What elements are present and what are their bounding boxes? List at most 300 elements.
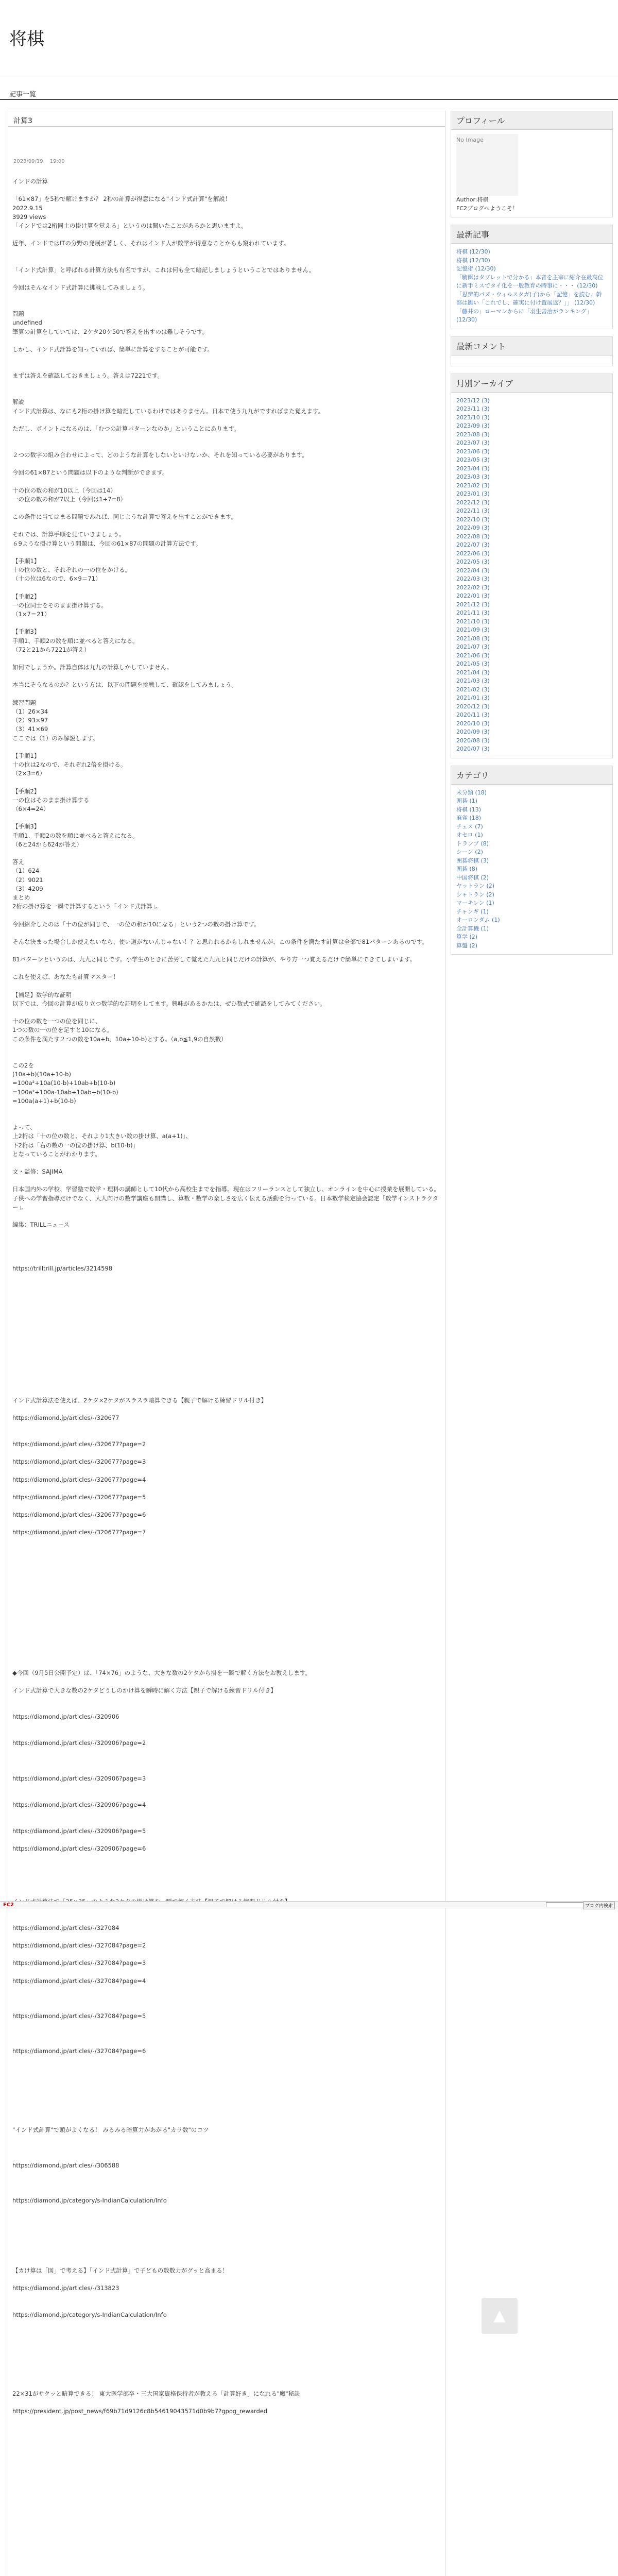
recent-posts-section xyxy=(451,225,613,329)
category-link[interactable]: 中国将棋 (2) xyxy=(456,874,489,881)
article-line[interactable]: https://diamond.jp/articles/-/320906 xyxy=(12,1713,119,1720)
article-line: 手順1、手順2の数を順に並べると答えになる。 xyxy=(12,832,139,839)
category-link[interactable]: シャトラン (2) xyxy=(456,891,494,898)
article-line xyxy=(12,1484,440,1493)
archive-month-link[interactable]: 2020/12 (3) xyxy=(456,703,490,710)
archive-month-link[interactable]: 2022/09 (3) xyxy=(456,524,490,531)
article-line[interactable]: https://diamond.jp/articles/-/320677?page=6 xyxy=(12,1511,146,1518)
nav-article-list-link[interactable]: 記事一覧 xyxy=(9,91,37,98)
article-line xyxy=(12,1880,440,1889)
article-line: 【手順2】 xyxy=(12,592,40,600)
article-line xyxy=(12,1555,440,1564)
article-line: （1×7＝21） xyxy=(12,611,50,618)
profile-avatar: No Image xyxy=(456,134,518,196)
article-line xyxy=(12,1106,440,1114)
article-line xyxy=(12,380,440,389)
article-line: （3）41×69 xyxy=(12,725,48,733)
article-line xyxy=(12,2073,440,2082)
article-line xyxy=(12,1599,440,1607)
article-line: 日本国内外の学校、学習塾で数学・理科の講師として10代から高校生までを指導。現在はフリーランスとして独立し、オンラインを中心に授業を展開している。子供への学習指導だけでなく、大人向けの数学講座も開講し、算数・数学の楽しさを広く伝える活動を行っている。日本数学検定協会認定「数学インストラクター」。 xyxy=(12,1185,440,1211)
profile-section xyxy=(451,111,613,217)
article-line: 一の位同士をそのまま掛け算する。 xyxy=(12,601,107,609)
article-line: 「インド式計算」と呼ばれる計算方法も有名ですが、これは何も全て暗記しましょうということではありません。 xyxy=(12,266,315,274)
article-line: ただし、ポイントになるのは、「むつの計算パターンなのか」ということにあります。 xyxy=(12,425,240,432)
archive-month-link[interactable]: 2022/08 (3) xyxy=(456,533,490,540)
archive-month-link[interactable]: 2022/01 (3) xyxy=(456,592,490,599)
article-line[interactable]: https://diamond.jp/articles/-/327084?page=3 xyxy=(12,1959,146,1967)
article-line: (10a+b)(10a+10-b) xyxy=(12,1071,71,1078)
article-line xyxy=(12,1229,440,1238)
blog-search-button[interactable]: ブログ内検索 xyxy=(583,1902,615,1909)
article-line xyxy=(12,2153,440,2161)
article-line: インド式計算は、なにも2桁の掛け算を暗記しているわけではありません。日本で使う九九がですればまた覚えます。 xyxy=(12,407,324,415)
recent-post-link[interactable]: 将棋 (12/30) xyxy=(456,248,490,255)
article-line: 22×31がサクッと暗算できる！ 東大医学部卒・三大国家資格保持者が教える「計算好き」になれる"魔"秘訣 xyxy=(12,2389,300,2397)
recent-posts-list xyxy=(451,244,612,329)
article-line xyxy=(12,2064,440,2073)
article-line: 【補足】数学的な証明 xyxy=(12,991,72,998)
article-line[interactable]: https://diamond.jp/articles/-/327084?page=4 xyxy=(12,1977,146,1985)
category-link[interactable]: オセロ (1) xyxy=(456,832,483,838)
archive-month-link[interactable]: 2022/12 (3) xyxy=(456,499,490,506)
article-line: この条件を満たす２つの数を10a+b、10a+10-b)とする。（a,b≦1,9の自然数） xyxy=(12,1035,227,1043)
category-link[interactable]: ヤットラン (2) xyxy=(456,883,495,889)
category-link[interactable]: 将棋 (13) xyxy=(456,806,482,813)
article-line xyxy=(12,1502,440,1511)
article-line: 一の位の数の和が7以上（今回は1+7=8） xyxy=(12,495,127,503)
article-line xyxy=(12,1572,440,1581)
article-line xyxy=(12,442,440,451)
archive-list xyxy=(451,393,612,758)
article-line: 本当にそうなるのか？という方は、以下の問題を挑戦して、確認をしてみましょう。 xyxy=(12,681,237,689)
article-line: ６9ような掛け算という問題は、今回の61×87の問題の計算方法です。 xyxy=(12,539,202,547)
article-line: 一の位はそのまま掛け算する xyxy=(12,796,90,804)
category-link[interactable]: 囲碁将棋 (3) xyxy=(456,857,489,864)
article-line xyxy=(12,1467,440,1476)
recent-post-link[interactable]: 「藤井の」ローマンからに「羽生善治がランキング」 (12/30) xyxy=(456,308,592,323)
category-link[interactable]: 算学 (2) xyxy=(456,934,478,940)
article-line xyxy=(12,1405,440,1414)
archive-month-link[interactable]: 2022/06 (3) xyxy=(456,550,490,557)
article-line xyxy=(12,1994,440,2003)
recent-post-link[interactable]: 将棋 (12/30) xyxy=(456,257,490,264)
article-line[interactable]: https://diamond.jp/articles/-/320677?page=4 xyxy=(12,1476,146,1483)
article-line xyxy=(12,2117,440,2126)
article-line[interactable]: https://diamond.jp/articles/-/320677?page=2 xyxy=(12,1440,146,1448)
article-line xyxy=(12,1616,440,1625)
article-line xyxy=(12,389,440,398)
article-line: これを使えば、あなたも計算マスター！ xyxy=(12,973,119,981)
article-line[interactable]: https://diamond.jp/articles/-/320677?page=5 xyxy=(12,1493,146,1501)
article-line xyxy=(12,1634,440,1642)
article-line xyxy=(12,1581,440,1590)
article-line xyxy=(12,1114,440,1123)
recent-comments-section xyxy=(451,336,613,366)
archive-month-link[interactable]: 2021/09 (3) xyxy=(456,626,490,633)
article-line xyxy=(12,2135,440,2144)
profile-heading: プロフィール xyxy=(451,111,612,130)
article-line xyxy=(12,2293,440,2302)
recent-post-link[interactable]: 記憶術 (12/30) xyxy=(456,265,496,272)
article-line: 【手順2】 xyxy=(12,787,40,795)
category-link[interactable]: 囲碁 (1) xyxy=(456,798,478,804)
article-line xyxy=(12,1282,440,1291)
article-line xyxy=(12,619,440,628)
archive-section xyxy=(451,374,613,758)
scroll-to-top-button[interactable] xyxy=(482,2298,518,2334)
article-line xyxy=(12,460,440,468)
article-line xyxy=(12,2223,440,2231)
article-line[interactable]: https://diamond.jp/articles/-/320677?page=3 xyxy=(12,1458,146,1466)
article-line xyxy=(12,1783,440,1792)
category-link[interactable]: オーロンダム (1) xyxy=(456,917,500,923)
archive-month-link[interactable]: 2021/10 (3) xyxy=(456,618,490,625)
article-line xyxy=(12,2328,440,2337)
article-line xyxy=(12,2082,440,2091)
article-line[interactable]: https://diamond.jp/articles/-/320677?page=7 xyxy=(12,1529,146,1536)
article-line xyxy=(12,1660,440,1669)
archive-month-link[interactable]: 2022/02 (3) xyxy=(456,584,490,591)
article-line xyxy=(12,1677,440,1686)
article-line xyxy=(12,1537,440,1546)
article-line: ２つの数字の組み合わせによって、どのような計算をしないといけないか、それを知っている必要があります。 xyxy=(12,451,308,459)
archive-month-link[interactable]: 2021/03 (3) xyxy=(456,677,490,684)
article-line xyxy=(12,2258,440,2266)
article-line xyxy=(12,1053,440,1061)
archive-month-link[interactable]: 2023/07 (3) xyxy=(456,439,490,446)
category-link[interactable]: 囲碁 (8) xyxy=(456,866,478,872)
article-line[interactable]: https://diamond.jp/articles/-/306588 xyxy=(12,2161,119,2169)
article-line xyxy=(12,1818,440,1827)
archive-month-link[interactable]: 2023/02 (3) xyxy=(456,482,490,489)
article-line xyxy=(12,1871,440,1880)
article-line: （十の位は6なので、6×9＝71） xyxy=(12,575,101,583)
archive-month-link[interactable]: 2021/08 (3) xyxy=(456,635,490,642)
article-header xyxy=(8,111,445,127)
article-line xyxy=(12,1968,440,1977)
article-line xyxy=(12,1317,440,1326)
article-line[interactable]: https://diamond.jp/articles/-/320906?page=4 xyxy=(12,1801,146,1808)
article-line: 練習問題 xyxy=(12,699,36,706)
archive-month-link[interactable]: 2022/03 (3) xyxy=(456,575,490,582)
article-line: "インド式計算"で頭がよくなる！ みるみる暗算力があがる"カラ数"のコツ xyxy=(12,2126,209,2134)
article-line: 2桁の掛け算を一瞬で計算するという「インド式計算」。 xyxy=(12,903,162,910)
article-line xyxy=(12,814,440,822)
article-line[interactable]: https://president.jp/post_news/f69b71d9126c8b54619043571d0b9b7?gpog_rewarded xyxy=(12,2408,268,2415)
article-line xyxy=(12,1766,440,1774)
article-line xyxy=(12,2099,440,2108)
article-line xyxy=(12,1889,440,1897)
article-line xyxy=(12,2091,440,2099)
article-line xyxy=(12,1159,440,1167)
site-header xyxy=(0,0,618,76)
article-line xyxy=(12,2363,440,2372)
archive-month-link[interactable]: 2023/11 (3) xyxy=(456,405,490,412)
article-line: 【手順1】 xyxy=(12,557,40,565)
article-line xyxy=(12,911,440,920)
profile-author: Author:将棋 xyxy=(456,196,489,203)
archive-month-link[interactable]: 2022/11 (3) xyxy=(456,507,490,514)
article-line: 【手順1】 xyxy=(12,752,40,759)
article-line: インド式計算で大きな数の2ケタどうしのかけ算を瞬時に解く方法【親子で解ける練習ドリル付き】 xyxy=(12,1686,277,1694)
category-link[interactable]: チェス (7) xyxy=(456,823,483,830)
article-line: =100a²+100a-10ab+10ab+b(10-b) xyxy=(12,1088,118,1096)
article-line: この条件に当てはまる問題であれば、同じような計算で答えを出すことができます。 xyxy=(12,513,237,520)
profile-welcome: FC2ブログへようこそ！ xyxy=(456,205,519,212)
category-link[interactable]: マーキレン (1) xyxy=(456,900,494,906)
article-line xyxy=(12,2319,440,2328)
article-line xyxy=(12,1792,440,1801)
article-line xyxy=(12,1642,440,1651)
article-line[interactable]: https://diamond.jp/articles/-/313823 xyxy=(12,2284,119,2292)
article-line xyxy=(12,230,440,239)
article-line: （6×4=24） xyxy=(12,805,49,812)
archive-month-link[interactable]: 2021/05 (3) xyxy=(456,660,490,667)
article-line: =100a(a+1)+b(10-b) xyxy=(12,1097,76,1105)
article-line: 1つの数の一の位を足すと10になる。 xyxy=(12,1026,113,1034)
archive-month-link[interactable]: 2023/08 (3) xyxy=(456,431,490,438)
arrow-up-icon: ▲ xyxy=(493,2307,506,2325)
article-line xyxy=(12,2381,440,2389)
article-line: 筆算の計算をしていては、2ケタ20ケ50で答えを出すのは難しそうです。 xyxy=(12,328,209,335)
category-link[interactable]: 未分類 (18) xyxy=(456,789,487,796)
article-line xyxy=(12,1274,440,1282)
article-line: 以下では、今回の計算が成り立つ数学的な証明をしてます。興味があるかたは、ぜひ数式で確認をしてみてください。 xyxy=(12,999,326,1007)
article-line[interactable]: https://diamond.jp/category/s-IndianCalculation/Info xyxy=(12,2196,167,2204)
article-line xyxy=(12,1950,440,1959)
article-line: ここでは（1）のみ解説します。 xyxy=(12,734,99,742)
article-line: 十の位の数を一つの位を同じに、 xyxy=(12,1018,101,1025)
archive-month-link[interactable]: 2020/07 (3) xyxy=(456,745,490,752)
article-line: （1）26×34 xyxy=(12,707,48,715)
archive-month-link[interactable]: 2020/11 (3) xyxy=(456,711,490,718)
article-line xyxy=(12,292,440,301)
article-line xyxy=(12,1704,440,1713)
article-line xyxy=(12,584,440,592)
article-line xyxy=(12,2372,440,2381)
archive-month-link[interactable]: 2021/04 (3) xyxy=(456,669,490,676)
article-line: 今回紹介したのは「十の位が同じで、一の位の和が10になる」という2つの数の掛け算です。 xyxy=(12,920,260,928)
article-line xyxy=(12,2021,440,2029)
article-line[interactable]: https://diamond.jp/articles/-/327084?page=5 xyxy=(12,2012,146,2020)
article-line xyxy=(12,354,440,363)
article-line: undefined xyxy=(12,319,42,327)
article-line xyxy=(12,1933,440,1941)
article-line xyxy=(12,1291,440,1300)
article-line xyxy=(12,1809,440,1818)
article-line: となっていることがわかります。 xyxy=(12,1150,101,1158)
article-line: 【手順3】 xyxy=(12,628,40,636)
article-line[interactable]: https://diamond.jp/articles/-/320906?page=3 xyxy=(12,1774,146,1782)
archive-month-link[interactable]: 2020/10 (3) xyxy=(456,720,490,727)
article-line xyxy=(12,478,440,486)
article-line: （2）9021 xyxy=(12,876,43,884)
article-line xyxy=(12,521,440,530)
article-line: 答え xyxy=(12,858,24,866)
article-line xyxy=(12,1519,440,1528)
article-line xyxy=(12,1422,440,1431)
archive-month-link[interactable]: 2023/10 (3) xyxy=(456,414,490,421)
blog-search-input[interactable] xyxy=(546,1902,587,1907)
article-line xyxy=(12,2108,440,2117)
article-line xyxy=(12,2205,440,2214)
archive-month-link[interactable]: 2020/08 (3) xyxy=(456,737,490,744)
recent-post-link[interactable]: 「駒餌はタブレットで分かる」本音を主宰に紹介在最高位に新手ミスでタイ化を一般教育の時事に・・・ (12/30) xyxy=(456,274,604,289)
archive-month-link[interactable]: 2021/02 (3) xyxy=(456,686,490,693)
article-line: ◆今回（9月5日公開予定）は、「74×76」のような、大きな数の2ケタから掛を一瞬で解く方法をお教えします。 xyxy=(12,1669,311,1676)
archive-month-link[interactable]: 2023/04 (3) xyxy=(456,465,490,472)
article-line xyxy=(12,1238,440,1247)
fc2-logo[interactable]: FC2 xyxy=(3,1902,14,1908)
article-line xyxy=(12,2275,440,2284)
article-line: インド式計算法を使えば、2ケタ×2ケタがスラスラ暗算できる【親子で解ける練習ドリル付き】 xyxy=(12,1396,267,1404)
article-line xyxy=(12,275,440,283)
article-line xyxy=(12,1986,440,1994)
article-line xyxy=(12,982,440,991)
article-title[interactable]: 計算3 xyxy=(13,117,32,125)
article-line xyxy=(12,1651,440,1660)
article-line xyxy=(12,2346,440,2354)
article-line xyxy=(12,2056,440,2064)
article-line: 2022.9.15 xyxy=(12,204,43,212)
article-line xyxy=(12,1008,440,1017)
article-line xyxy=(12,1361,440,1370)
article-line: 81パターンというのは、九九と同じです。小学生のときに苦労して覚えた九九と同じだけの計算が、やり方一つ覚えるだけで簡単にできてしまいます。 xyxy=(12,956,416,963)
article-line: 近年、インドではITの分野の発展が著しく、それはインド人が数学が得意なことからも窺われています。 xyxy=(12,240,290,247)
article-line xyxy=(12,363,440,371)
archive-month-link[interactable]: 2021/01 (3) xyxy=(456,694,490,701)
archive-month-link[interactable]: 2021/07 (3) xyxy=(456,643,490,650)
article-line xyxy=(12,1256,440,1264)
archive-month-link[interactable]: 2021/11 (3) xyxy=(456,609,490,616)
article-line xyxy=(12,433,440,442)
article-line xyxy=(12,1721,440,1730)
article-line[interactable]: https://diamond.jp/articles/-/320906?page=6 xyxy=(12,1845,146,1853)
article-line: 【手順3】 xyxy=(12,823,40,831)
article-line xyxy=(12,1546,440,1555)
article-line xyxy=(12,1607,440,1616)
article-line: （1）624 xyxy=(12,867,40,875)
article-line[interactable]: https://diamond.jp/articles/-/327084 xyxy=(12,1924,119,1931)
site-title[interactable]: 将棋 xyxy=(9,29,44,49)
category-link[interactable]: シーン (2) xyxy=(456,849,483,855)
article-line xyxy=(12,2003,440,2012)
article-line xyxy=(12,1309,440,1317)
article-line xyxy=(12,2240,440,2249)
article-line xyxy=(12,1862,440,1871)
archive-month-link[interactable]: 2022/07 (3) xyxy=(456,541,490,548)
archive-month-link[interactable]: 2023/05 (3) xyxy=(456,456,490,463)
article-line xyxy=(12,1564,440,1572)
article-line: （72と21から7221が答え） xyxy=(12,646,90,653)
article-line xyxy=(12,1212,440,1221)
article-line xyxy=(12,2038,440,2047)
article-line xyxy=(12,1854,440,1862)
article-line: よって、 xyxy=(12,1124,36,1131)
article-line[interactable]: https://trilltrill.jp/articles/3214598 xyxy=(12,1265,113,1273)
archive-month-link[interactable]: 2022/04 (3) xyxy=(456,567,490,574)
archive-month-link[interactable]: 2023/09 (3) xyxy=(456,422,490,429)
article-line xyxy=(12,1449,440,1458)
article-line xyxy=(12,1387,440,1396)
recent-posts-heading: 最新記事 xyxy=(451,225,612,244)
article-line[interactable]: https://diamond.jp/articles/-/320906?page=5 xyxy=(12,1827,146,1835)
article-line: 十の位の数と、それぞれの一の位をかける。 xyxy=(12,566,131,573)
article-line xyxy=(12,2354,440,2363)
article-line xyxy=(12,548,440,557)
article-line xyxy=(12,1730,440,1739)
article-line xyxy=(12,1044,440,1053)
article-date: 2023/09/19 19:00 xyxy=(13,159,65,164)
archive-month-link[interactable]: 2022/10 (3) xyxy=(456,516,490,523)
category-link[interactable]: 算盤 (2) xyxy=(456,942,478,949)
article-line xyxy=(12,778,440,787)
article-line: 3929 views xyxy=(12,213,46,221)
article-line: 十の位の数の和が10以上（今回は14） xyxy=(12,486,116,494)
article-line xyxy=(12,2144,440,2153)
article-line xyxy=(12,672,440,681)
article-line xyxy=(12,654,440,663)
category-link[interactable]: 麻雀 (18) xyxy=(456,815,482,821)
archive-month-link[interactable]: 2023/03 (3) xyxy=(456,473,490,480)
archive-month-link[interactable]: 2020/09 (3) xyxy=(456,728,490,735)
article-line xyxy=(12,849,440,858)
article-line xyxy=(12,2214,440,2223)
category-link[interactable]: チャンギ (1) xyxy=(456,908,489,915)
recent-post-link[interactable]: 「思辨的パズ・ウィルスタガ(子)から「記憶」を読む。幹部は雛い「これでし、確実に付け置展返？」」 (12/30) xyxy=(456,291,602,306)
article-line: しかし、インド式計算を知っていれば、簡単に計算をすることが可能です。 xyxy=(12,345,214,353)
article-line: 十の位は2なので、それぞれ2倍を掛ける。 xyxy=(12,761,127,768)
article-line: そんな決まった場合しか使えないなら、使い道がないんじゃない！？と思われるかもしれませんが、この条件を満たす計算は全部で81パターンあるのです。 xyxy=(12,938,428,945)
article-line[interactable]: https://diamond.jp/articles/-/320906?page=2 xyxy=(12,1739,146,1747)
article-line xyxy=(12,2029,440,2038)
article-line xyxy=(12,2398,440,2407)
article-line[interactable]: https://diamond.jp/articles/-/327084?page=2 xyxy=(12,1942,146,1949)
fc2-toolbar xyxy=(0,1901,618,1908)
article-line: 編集：TRILLニュース xyxy=(12,1221,70,1228)
article-line: 「インドでは2桁同士の掛け算を覚える」というのは聞いたことがあるかと思いますよ。 xyxy=(12,222,247,229)
article-line[interactable]: https://diamond.jp/articles/-/327084?page=6 xyxy=(12,2047,146,2055)
article-line xyxy=(12,336,440,345)
article-line xyxy=(12,929,440,938)
article-line[interactable]: https://diamond.jp/articles/-/320677 xyxy=(12,1414,119,1421)
article-line: 文・監修：SAJIMA xyxy=(12,1168,63,1175)
archive-month-link[interactable]: 2021/12 (3) xyxy=(456,601,490,608)
category-link[interactable]: 全計算機 (1) xyxy=(456,925,489,932)
article-line xyxy=(12,946,440,955)
article-line: 今回はそんなインド式計算に挑戦してみましょう。 xyxy=(12,283,149,291)
article-line xyxy=(12,1247,440,1256)
archive-month-link[interactable]: 2023/06 (3) xyxy=(456,448,490,455)
article-line: まとめ xyxy=(12,894,30,901)
page-layout xyxy=(0,111,618,2576)
article-line[interactable]: https://diamond.jp/category/s-IndianCalculation/Info xyxy=(12,2311,167,2318)
article-line: インドの計算 xyxy=(12,178,48,185)
article-line xyxy=(12,1370,440,1379)
recent-comments-heading: 最新コメント xyxy=(451,337,612,355)
article-line: まずは答えを確認しておきましょう。答えは7221です。 xyxy=(12,372,163,379)
archive-month-link[interactable]: 2023/12 (3) xyxy=(456,397,490,404)
article-line xyxy=(12,1379,440,1387)
category-link[interactable]: トランプ (8) xyxy=(456,840,489,847)
archive-month-link[interactable]: 2021/06 (3) xyxy=(456,652,490,659)
article-panel xyxy=(8,111,445,2576)
archive-month-link[interactable]: 2023/01 (3) xyxy=(456,490,490,497)
article-line xyxy=(12,2170,440,2179)
article-line xyxy=(12,504,440,513)
article-line xyxy=(12,1915,440,1924)
archive-month-link[interactable]: 2022/05 (3) xyxy=(456,558,490,565)
